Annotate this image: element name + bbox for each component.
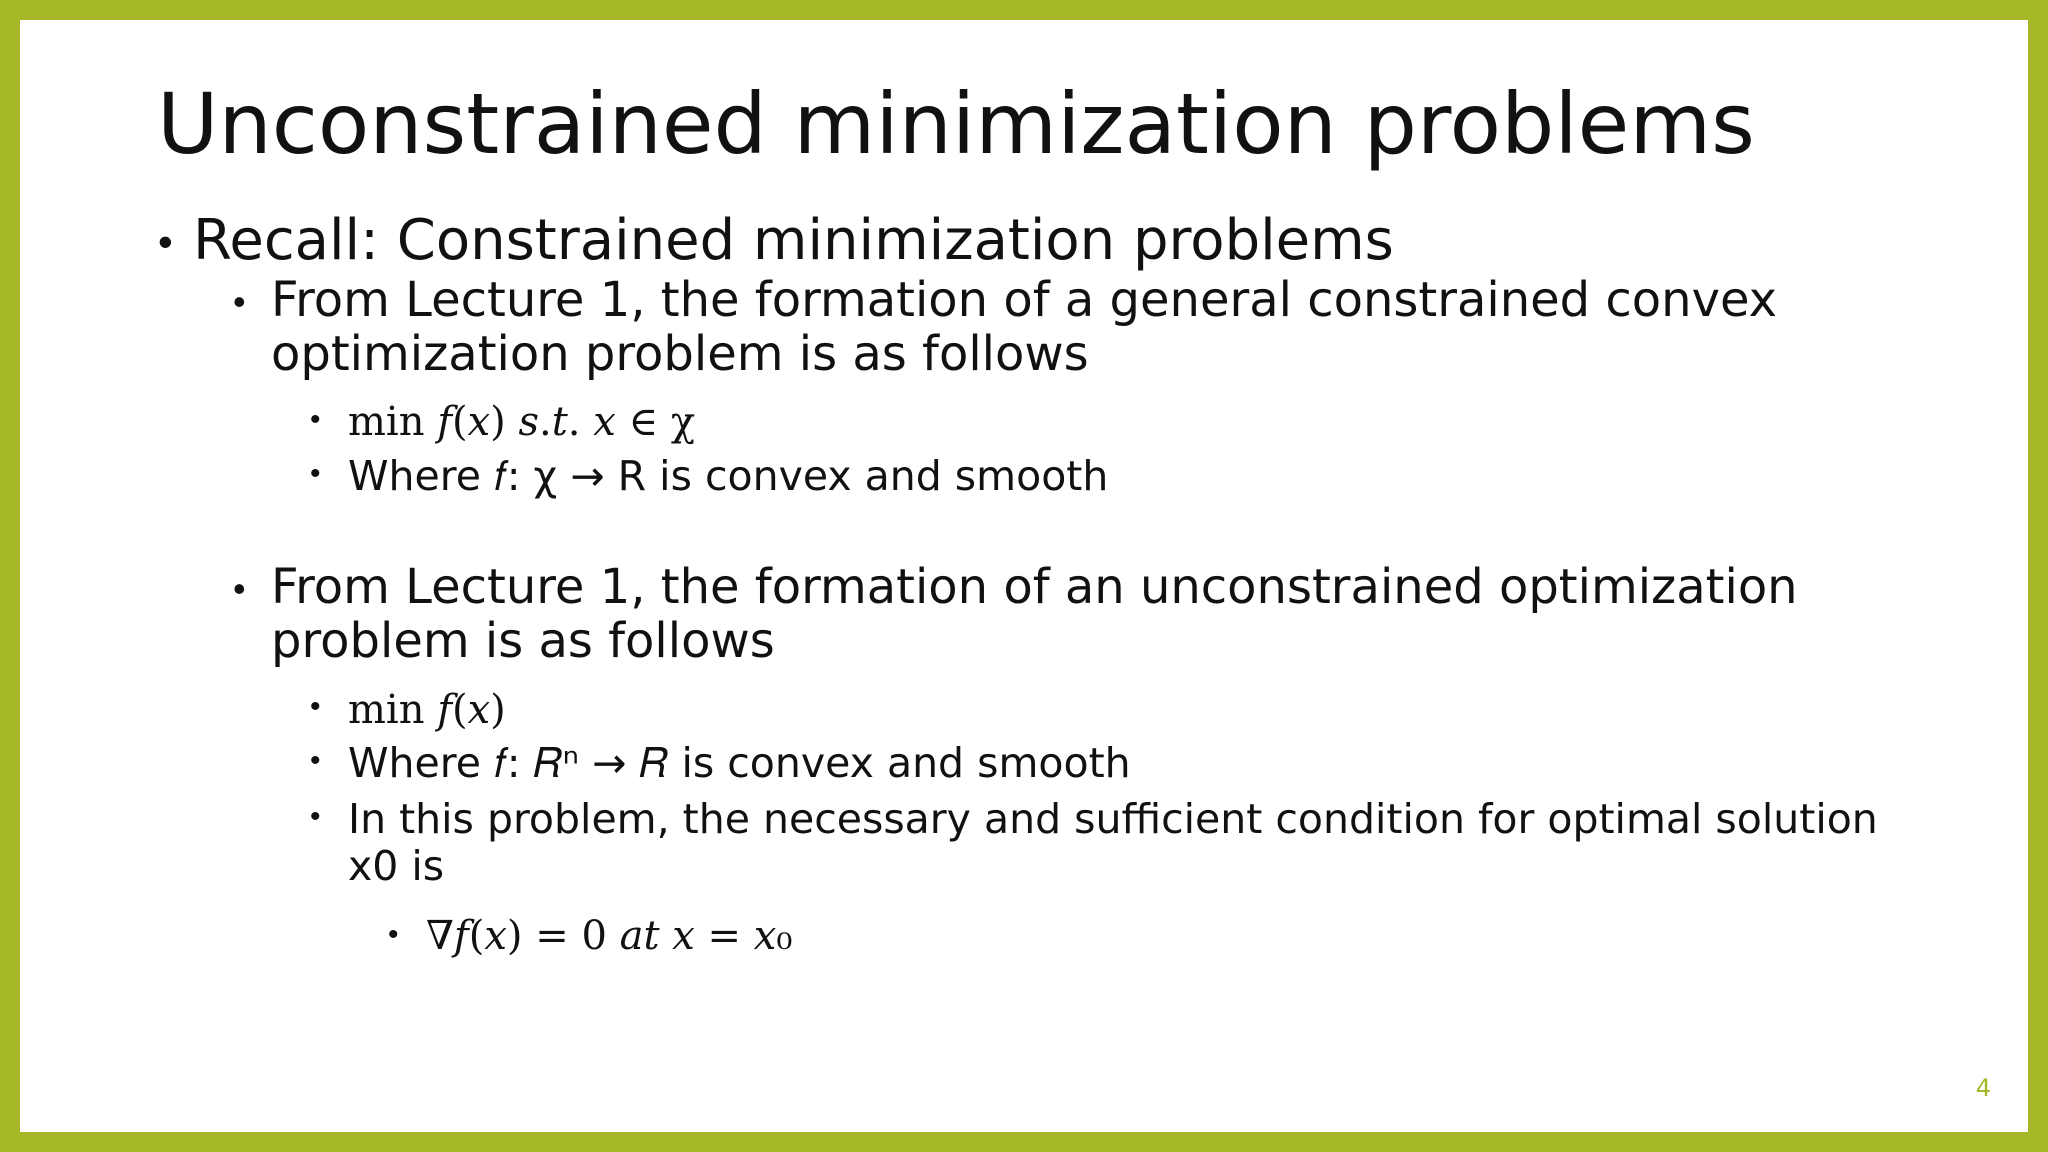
slide (20, 20, 2028, 1132)
bullet-dot: • (310, 800, 321, 833)
gradient-equation: ∇𝑓(𝑥) = 0 𝑎𝑡 𝑥 = 𝑥₀ (426, 913, 793, 959)
bullet-dot: • (233, 568, 246, 609)
condition-line1: In this problem, the necessary and sufficient condition for optimal solution (348, 795, 1878, 843)
bullet-dot: • (310, 457, 321, 490)
recall-heading: Recall: Constrained minimization problems (193, 208, 1394, 273)
unconstrained-where: Where 𝑓: 𝑅ⁿ → 𝑅 is convex and smooth (348, 739, 1131, 787)
bullet-dot: • (310, 690, 321, 723)
constrained-equation: min 𝑓(𝑥) 𝑠.𝑡. 𝑥 ∈ χ (348, 399, 696, 445)
bullet-dot: • (310, 403, 321, 436)
bullet-dot: • (310, 744, 321, 777)
bullet-dot: • (388, 918, 399, 951)
unconstrained-equation: min 𝑓(𝑥) (348, 687, 506, 733)
constrained-intro-line1: From Lecture 1, the formation of a general constrained convex (271, 272, 1778, 328)
condition-line2: x0 is (348, 842, 445, 890)
constrained-intro-line2: optimization problem is as follows (271, 326, 1089, 382)
page-number: 4 (1975, 1074, 1991, 1102)
unconstrained-intro-line1: From Lecture 1, the formation of an unconstrained optimization (271, 559, 1798, 615)
bullet-dot: • (233, 281, 246, 322)
constrained-where: Where 𝑓: χ → R is convex and smooth (348, 452, 1109, 500)
bullet-dot: • (158, 218, 173, 265)
slide-title: Unconstrained minimization problems (157, 75, 1755, 173)
unconstrained-intro-line2: problem is as follows (271, 613, 775, 669)
